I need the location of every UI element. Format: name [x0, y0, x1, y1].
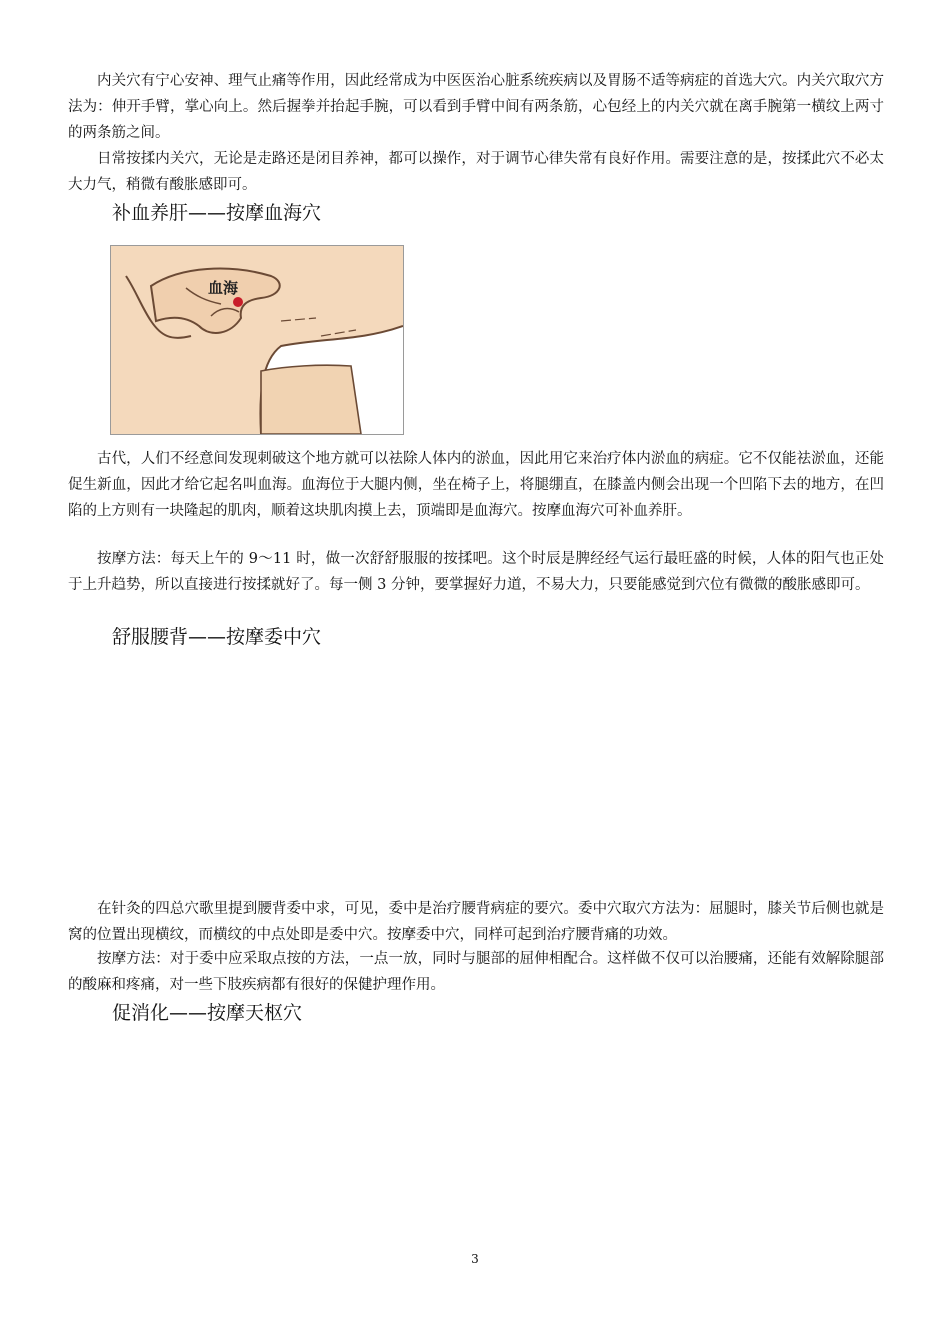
- heading-xuehai: 补血养肝——按摩血海穴: [112, 202, 322, 224]
- paragraph-weizhong-method: 按摩方法：对于委中应采取点按的方法，一点一放，同时与腿部的屈伸相配合。这样做不仅可以治腰痛，还能有效解除腿部的酸麻和疼痛，对一些下肢疾病都有很好的保健护理作用。: [68, 951, 884, 993]
- paragraph-neiguan-intro: 内关穴有宁心安神、理气止痛等作用，因此经常成为中医医治心脏系统疾病以及胃肠不适等病症的首选大穴。内关穴取穴方法为：伸开手臂，掌心向上。然后握拳并抬起手腕，可以看到手臂中间有两条筋，心包经上的内关穴就在离手腕第一横纹上两寸的两条筋之间。: [68, 73, 884, 141]
- paragraph-xuehai-method: 按摩方法：每天上午的 9～11 时，做一次舒舒服服的按揉吧。这个时辰是脾经经气运行最旺盛的时候，人体的阳气也正处于上升趋势，所以直接进行按揉就好了。每一侧 3 分钟，要掌握好力道，不易大力，只要能感觉到穴位有微微的酸胀感即可。: [68, 551, 884, 593]
- paragraph-xuehai-origin: 古代，人们不经意间发现刺破这个地方就可以祛除人体内的淤血，因此用它来治疗体内淤血的病症。它不仅能祛淤血，还能促生新血，因此才给它起名叫血海。血海位于大腿内侧，坐在椅子上，将腿绷直，在膝盖内侧会出现一个凹陷下去的地方，在凹陷的上方则有一块隆起的肌肉，顺着这块肌肉摸上去，顶端即是血海穴。按摩血海穴可补血养肝。: [68, 451, 884, 519]
- paragraph-neiguan-daily: 日常按揉内关穴，无论是走路还是闭目养神，都可以操作，对于调节心律失常有良好作用。需要注意的是，按揉此穴不必太大力气，稍微有酸胀感即可。: [68, 151, 884, 193]
- paragraph-weizhong-intro: 在针灸的四总穴歌里提到腰背委中求，可见，委中是治疗腰背病症的要穴。委中穴取穴方法为：屈腿时，膝关节后侧也就是窝的位置出现横纹，而横纹的中点处即是委中穴。按摩委中穴，同样可起到治疗腰背痛的功效。: [68, 901, 884, 943]
- xuehai-label: 血海: [208, 279, 239, 297]
- xuehai-point-marker: [233, 297, 243, 307]
- heading-tianshu: 促消化——按摩天枢穴: [112, 1002, 303, 1024]
- xuehai-illustration: [110, 245, 404, 435]
- heading-weizhong: 舒服腰背——按摩委中穴: [112, 626, 322, 648]
- page-number: 3: [471, 1252, 479, 1266]
